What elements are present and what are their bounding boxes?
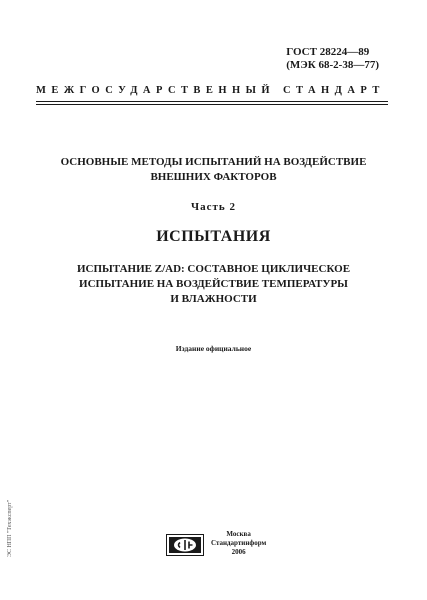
standard-type-heading: МЕЖГОСУДАРСТВЕННЫЙ СТАНДАРТ xyxy=(36,85,385,96)
test-subtitle-line-1: ИСПЫТАНИЕ Z/AD: СОСТАВНОЕ ЦИКЛИЧЕСКОЕ xyxy=(76,263,351,275)
publisher-name: Стандартинформ xyxy=(211,539,267,547)
main-title xyxy=(0,155,427,185)
header-rule-top xyxy=(36,101,388,102)
publisher-city: Москва xyxy=(226,530,251,538)
part-title: ИСПЫТАНИЯ xyxy=(156,228,271,245)
publisher-year: 2006 xyxy=(231,548,246,556)
iec-number: (МЭК 68-2-38—77) xyxy=(286,59,379,71)
test-subtitle-line-3: И ВЛАЖНОСТИ xyxy=(170,293,257,305)
header-rule-bottom xyxy=(36,104,388,105)
standard-number-block xyxy=(286,46,379,72)
side-watermark: ЭС НПП "Техэксперт" xyxy=(7,499,13,557)
standartinform-logo-icon xyxy=(166,534,204,556)
main-title-line-1: ОСНОВНЫЕ МЕТОДЫ ИСПЫТАНИЙ НА ВОЗДЕЙСТВИЕ xyxy=(60,156,367,168)
test-subtitle xyxy=(0,262,427,307)
part-label: Часть 2 xyxy=(191,201,236,213)
publisher-block xyxy=(211,530,266,557)
main-title-line-2: ВНЕШНИХ ФАКТОРОВ xyxy=(150,171,277,183)
edition-note: Издание официальное xyxy=(175,344,252,353)
test-subtitle-line-2: ИСПЫТАНИЕ НА ВОЗДЕЙСТВИЕ ТЕМПЕРАТУРЫ xyxy=(79,278,348,290)
gost-number: ГОСТ 28224—89 xyxy=(286,46,370,58)
